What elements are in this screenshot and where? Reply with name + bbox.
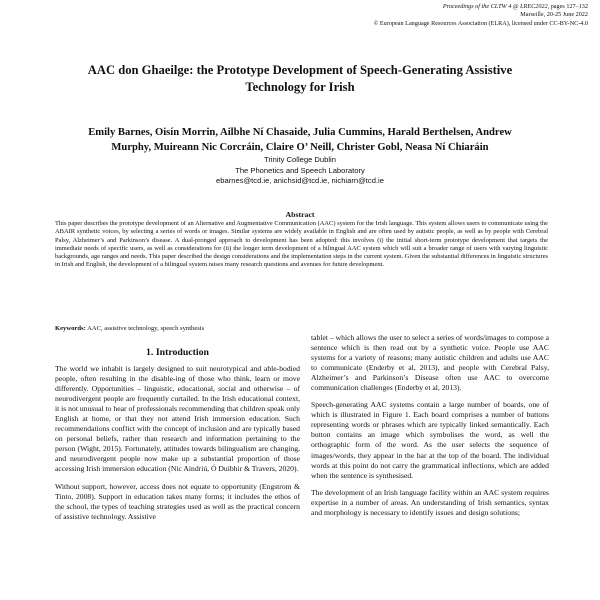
page-range: , pages 127–132	[547, 3, 588, 10]
keywords-line	[55, 325, 355, 332]
left-column	[55, 347, 300, 529]
intro-paragraph: Without support, however, access does not equate to opportunity (Engstrom & Tinto, 2008). Support in education takes many forms; it includes the ethos of the school, the types of teaching strategies used as well as the practical concern of assistive technology. Assistive	[55, 481, 300, 521]
proceedings-line	[374, 3, 588, 11]
author-list	[40, 126, 560, 155]
proceedings-name: Proceedings of the CLTW 4 @ LREC2022	[442, 3, 548, 10]
intro-paragraph: tablet – which allows the user to select a series of words/images to compose a sentence which is then read out by a synthetic voice. People use AAC systems for a variety of reasons; many autistic children and adults use AAC to communicate (Enderby et al, 2013), and people with Cerebral Palsy, Alzheimer’s and Parkinson’s Disease often use AAC to overcome communication challenges (Enderby et al, 2013).	[311, 333, 549, 393]
authors-line-2: Murphy, Muireann Nic Corcráin, Claire O’ Neill, Christer Gobl, Neasa Ní Chiaráin	[111, 141, 489, 153]
abstract-text: This paper describes the prototype development of an Alternative and Augmentative Communication (AAC) system for the Irish language. This system allows users to communicate using the ABAIR synthetic voices, by selecting a series of words or images. Similar systems are widely available in English and are often used by autistic people, as well as by people with Cerebral Palsy, Alzheimer’s and Parkinson’s disease. A dual-pronged approach to development has been adopted: this involves (i) the initial short-term prototype development that targets the immediate needs of specific users, as well as considerations for (ii) the longer term development of a bilingual AAC system which will suit a broader range of users with varying linguistic backgrounds, age ranges and needs. This paper described the design considerations and the implementation steps in the current system. Given the substantial differences in linguistic structures in Irish and English, the development of a bilingual system raises many research questions and avenues for future development.	[55, 220, 548, 269]
abstract-heading: Abstract	[285, 210, 315, 219]
affiliation-institution: Trinity College Dublin	[264, 155, 336, 164]
license-line: © European Language Resources Association (ELRA), licensed under CC-BY-NC-4.0	[373, 19, 588, 27]
title-line-2: Technology for Irish	[245, 80, 355, 94]
affiliation-lab: The Phonetics and Speech Laboratory	[235, 165, 365, 175]
intro-paragraph: The development of an Irish language facility within an AAC system requires expertise in a number of areas. An understanding of Irish semantics, syntax and morphology is necessary to identify issues and design solutions;	[311, 487, 549, 517]
keywords-label: Keywords:	[55, 325, 86, 332]
right-column	[311, 333, 549, 525]
intro-paragraph: Speech-generating AAC systems contain a large number of boards, one of which is illustrated in Figure 1. Each board comprises a number of buttons representing words or phrases which are typically linked semantically. Each button contains an image which symbolises the word, as well the orthographic form of the word. As the user selects the sequence of images/words, they appear in the bar at the top of the board. The individual words at this point do not carry the grammatical inflections, which are added when the sentence is synthesised.	[311, 400, 549, 480]
section-heading-introduction: 1. Introduction	[146, 347, 209, 358]
title-line-1: AAC don Ghaeilge: the Prototype Development of Speech-Generating Assistive	[87, 63, 513, 77]
affiliation-block	[100, 155, 500, 187]
paper-title	[30, 62, 570, 96]
location-date: Marseille, 20-25 June 2022	[520, 11, 588, 19]
proceedings-header	[374, 3, 588, 28]
intro-paragraph: The world we inhabit is largely designed to suit neurotypical and able-bodied people, often resulting in the disable-ing of those who think, learn or move differently. Opportunities – linguistic, educational, social and otherwise – of neurodivergent people are frequently curtailed. In the Irish educational context, it is not unusual to hear of professionals recommending that children speak only English at home, or that they not attend Irish immersion education. Such recommendations conflict with the concept of inclusion and are typically based on personal beliefs, rather than research and information pertaining to the person (Wight, 2015). Fortunately, attitudes towards bilingualism are changing, and neurodivergent people now make up a substantial proportion of those accessing Irish immersion education (Nic Aindriú, Ó Duibhir & Travers, 2020).	[55, 364, 300, 474]
authors-line-1: Emily Barnes, Oisín Morrin, Ailbhe Ní Chasaide, Julia Cummins, Harald Berthelsen, Andrew	[88, 127, 512, 138]
author-emails: ebarnes@tcd.ie, anichsid@tcd.ie, nichiarn@tcd.ie	[216, 176, 384, 186]
keywords-text: AAC, assistive technology, speech synthesis	[85, 325, 205, 332]
